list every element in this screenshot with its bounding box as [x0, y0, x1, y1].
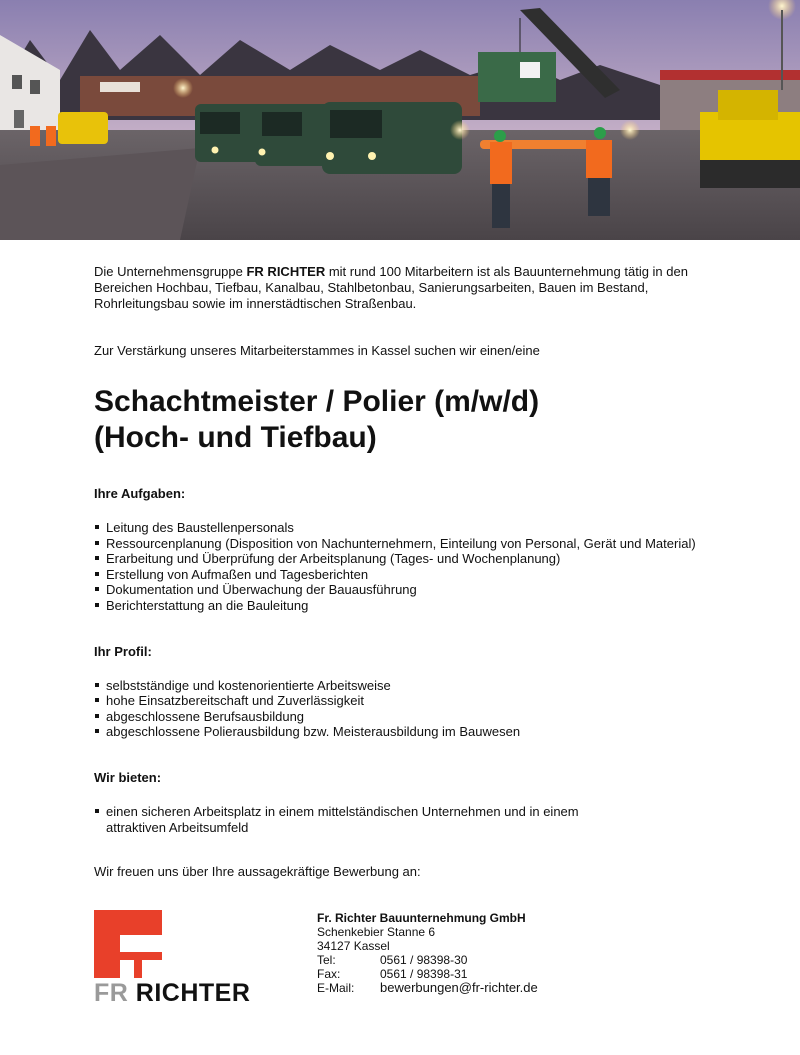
fax-label: Fax:: [317, 967, 341, 981]
tasks-heading: Ihre Aufgaben:: [94, 486, 186, 501]
company-intro: [94, 264, 719, 312]
logo-wordmark: [94, 981, 250, 1006]
list-item: Berichterstattung an die Bauleitung: [94, 598, 734, 614]
intro-text-start: Die Unternehmensgruppe: [94, 264, 247, 279]
job-title-line2: (Hoch- und Tiefbau): [94, 421, 377, 454]
contact-tel-row: [317, 953, 538, 967]
offer-line2: attraktiven Arbeitsumfeld: [106, 819, 249, 835]
intro-text-rest: mit rund 100 Mitarbeitern ist als Bauunternehmung tätig in den Bereichen Hochbau, Tiefbau, Kanalbau, Stahlbetonbau, Sanierungsarbeiten, Bauen im Bestand, Rohrleitungsbau sowie im innerstädtischen Straßenbau.: [94, 264, 688, 311]
offer-heading: Wir bieten:: [94, 769, 162, 785]
fax-value: 0561 / 98398-31: [380, 967, 468, 981]
intro-company-name: FR RICHTER: [246, 264, 326, 279]
logo-fr: FR: [94, 979, 129, 1007]
tel-label: Tel:: [317, 953, 336, 967]
email-label: E-Mail:: [317, 981, 355, 995]
list-item: Dokumentation und Überwachung der Bauausführung: [94, 582, 734, 598]
list-item: abgeschlossene Berufsausbildung: [94, 709, 734, 725]
list-item: selbstständige und kostenorientierte Arbeitsweise: [94, 678, 734, 694]
list-item: Ressourcenplanung (Disposition von Nachunternehmern, Einteilung von Personal, Gerät und Material): [94, 536, 734, 552]
list-item: Erarbeitung und Überprüfung der Arbeitsplanung (Tages- und Wochenplanung): [94, 551, 734, 567]
list-item: abgeschlossene Polierausbildung bzw. Meisterausbildung im Bauwesen: [94, 724, 734, 740]
job-title-line1: Schachtmeister / Polier (m/w/d): [94, 385, 540, 418]
construction-yard-illustration: [0, 0, 800, 240]
hero-photo: [0, 0, 800, 240]
offer-line1: einen sicheren Arbeitsplatz in einem mittelständischen Unternehmen und in einem: [106, 803, 579, 819]
logo-richter: RICHTER: [135, 979, 251, 1007]
lead-sentence: Zur Verstärkung unseres Mitarbeiterstammes in Kassel suchen wir einen/eine: [94, 343, 540, 358]
contact-email-row: [317, 981, 538, 995]
contact-block: [317, 911, 538, 995]
list-item: Erstellung von Aufmaßen und Tagesberichten: [94, 567, 734, 583]
list-item: [94, 804, 734, 835]
profile-list: [94, 678, 734, 740]
profile-heading: Ihr Profil:: [94, 643, 152, 659]
logo-mark-icon: [94, 910, 162, 978]
offer-list: [94, 804, 734, 835]
tel-value[interactable]: 0561 / 98398-30: [380, 953, 468, 967]
email-link[interactable]: bewerbungen@fr-richter.de: [380, 980, 538, 995]
job-title: [94, 384, 734, 456]
list-item: Leitung des Baustellenpersonals: [94, 520, 734, 536]
job-ad-body: [94, 264, 734, 880]
contact-city: 34127 Kassel: [317, 939, 390, 953]
contact-company: Fr. Richter Bauunternehmung GmbH: [317, 911, 526, 925]
company-logo: [94, 910, 269, 1005]
contact-fax-row: [317, 967, 538, 981]
contact-street: Schenkebier Stanne 6: [317, 925, 436, 939]
closing-sentence: Wir freuen uns über Ihre aussagekräftige Bewerbung an:: [94, 864, 421, 880]
tasks-list: [94, 520, 734, 614]
list-item: hohe Einsatzbereitschaft und Zuverlässigkeit: [94, 693, 734, 709]
